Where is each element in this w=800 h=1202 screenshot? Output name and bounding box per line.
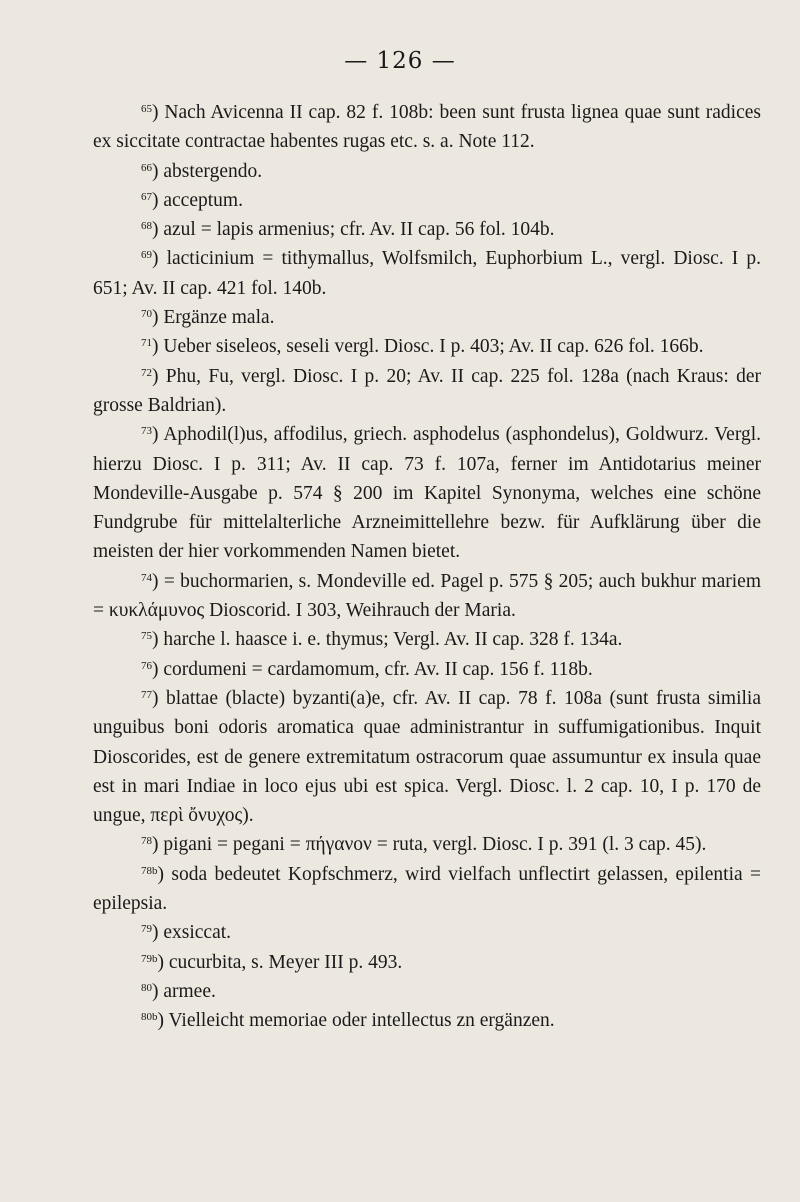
note-number: 66 bbox=[141, 161, 152, 174]
footnote bbox=[93, 244, 761, 303]
note-number: 79 bbox=[141, 923, 152, 936]
note-text: ) blattae (blacte) byzanti(a)e, cfr. Av. II cap. 78 f. 108a (sunt frusta similia unguibus boni odoris aromatica quae administrantur in suffumigationibus. Inquit Dioscorides, est de genere extremitatum ostracorum quae assumuntur ex insula quae est in mari Indiae in loco ejus ubi est spica. Vergl. Diosc. l. 2 cap. 10, I p. 170 de ungue, περὶ ὄνυχος). bbox=[93, 687, 761, 827]
note-number: 76 bbox=[141, 659, 152, 672]
note-number: 65 bbox=[141, 103, 152, 115]
note-text: ) abstergendo. bbox=[152, 160, 263, 182]
footnote bbox=[93, 860, 761, 919]
footnote bbox=[93, 186, 761, 215]
note-text: ) lacticinium = tithymallus, Wolfsmilch, Euphorbium L., vergl. Diosc. I p. 651; Av. II cap. 421 fol. 140b. bbox=[93, 248, 761, 299]
footnote bbox=[93, 420, 761, 566]
note-number: 75 bbox=[141, 630, 152, 643]
footnote bbox=[93, 655, 761, 684]
note-text: ) harche l. haasce i. e. thymus; Vergl. Av. II cap. 328 f. 134a. bbox=[152, 629, 623, 651]
page-number: — 126 — bbox=[344, 48, 456, 74]
footnote bbox=[93, 977, 761, 1006]
note-text: ) = buchormarien, s. Mondeville ed. Pagel p. 575 § 205; auch bukhur mariem = κυκλάμυνος Dioscorid. I 303, Weihrauch der Maria. bbox=[93, 570, 761, 622]
footnote bbox=[93, 684, 761, 830]
note-number: 71 bbox=[141, 337, 152, 350]
note-text: ) armee. bbox=[152, 980, 216, 1002]
note-number: 70 bbox=[141, 308, 152, 321]
footnote bbox=[93, 303, 761, 332]
note-number: 68 bbox=[141, 220, 152, 233]
note-number: 78b bbox=[141, 864, 158, 877]
footnote bbox=[93, 332, 761, 361]
note-text: ) soda bedeutet Kopfschmerz, wird vielfach unflectirt gelassen, epilentia = epilepsia. bbox=[93, 863, 761, 915]
footnote bbox=[93, 830, 761, 859]
note-text: ) cucurbita, s. Meyer III p. 493. bbox=[157, 951, 403, 973]
footnote bbox=[93, 918, 761, 947]
footnote bbox=[93, 157, 761, 186]
note-number: 69 bbox=[141, 249, 152, 262]
note-number: 74 bbox=[141, 571, 152, 584]
note-number: 72 bbox=[141, 366, 152, 379]
note-text: ) Ergänze mala. bbox=[152, 307, 275, 329]
note-text: ) exsiccat. bbox=[152, 922, 232, 944]
footnote bbox=[93, 567, 761, 626]
note-text: ) cordumeni = cardamomum, cfr. Av. II cap. 156 f. 118b. bbox=[152, 658, 593, 680]
note-text: ) Aphodil(l)us, affodilus, griech. asphodelus (asphondelus), Goldwurz. Vergl. hierzu Diosc. I p. 311; Av. II cap. 73 f. 107a, ferner im Antidotarius meiner Mondeville-Ausgabe p. 574 § 200 im Kapitel Synonyma, welches eine schöne Fundgrube für mittelalterliche Arzneimittellehre bezw. für Aufklärung über die meisten der hier vorkommenden Namen bietet. bbox=[93, 424, 761, 563]
note-number: 78 bbox=[141, 835, 152, 848]
note-text: ) Phu, Fu, vergl. Diosc. I p. 20; Av. II cap. 225 fol. 128a (nach Kraus: der grosse Baldrian). bbox=[93, 365, 761, 416]
note-text: ) Nach Avicenna II cap. 82 f. 108b: been sunt frusta lignea quae sunt radices ex siccitate contractae habentes rugas etc. s. a. Note 112. bbox=[93, 102, 761, 153]
note-text: ) acceptum. bbox=[152, 189, 243, 211]
note-text: ) pigani = pegani = πήγανον = ruta, vergl. Diosc. I p. 391 (l. 3 cap. 45). bbox=[152, 834, 707, 856]
note-text: ) Vielleicht memoriae oder intellectus zn ergänzen. bbox=[157, 1010, 555, 1032]
note-text: ) azul = lapis armenius; cfr. Av. II cap. 56 fol. 104b. bbox=[152, 219, 555, 241]
note-number: 79b bbox=[141, 952, 158, 965]
footnote bbox=[93, 362, 761, 421]
note-number: 67 bbox=[141, 190, 152, 203]
footnote bbox=[93, 1006, 761, 1035]
footnote bbox=[93, 215, 761, 244]
note-number: 80b bbox=[141, 1011, 158, 1024]
footnote bbox=[93, 98, 761, 157]
footnote bbox=[93, 948, 761, 977]
note-number: 80 bbox=[141, 981, 152, 994]
note-number: 77 bbox=[141, 688, 152, 701]
footnotes-block bbox=[93, 98, 761, 1036]
note-number: 73 bbox=[141, 425, 152, 438]
note-text: ) Ueber siseleos, seseli vergl. Diosc. I p. 403; Av. II cap. 626 fol. 166b. bbox=[152, 336, 704, 358]
footnote bbox=[93, 625, 761, 654]
